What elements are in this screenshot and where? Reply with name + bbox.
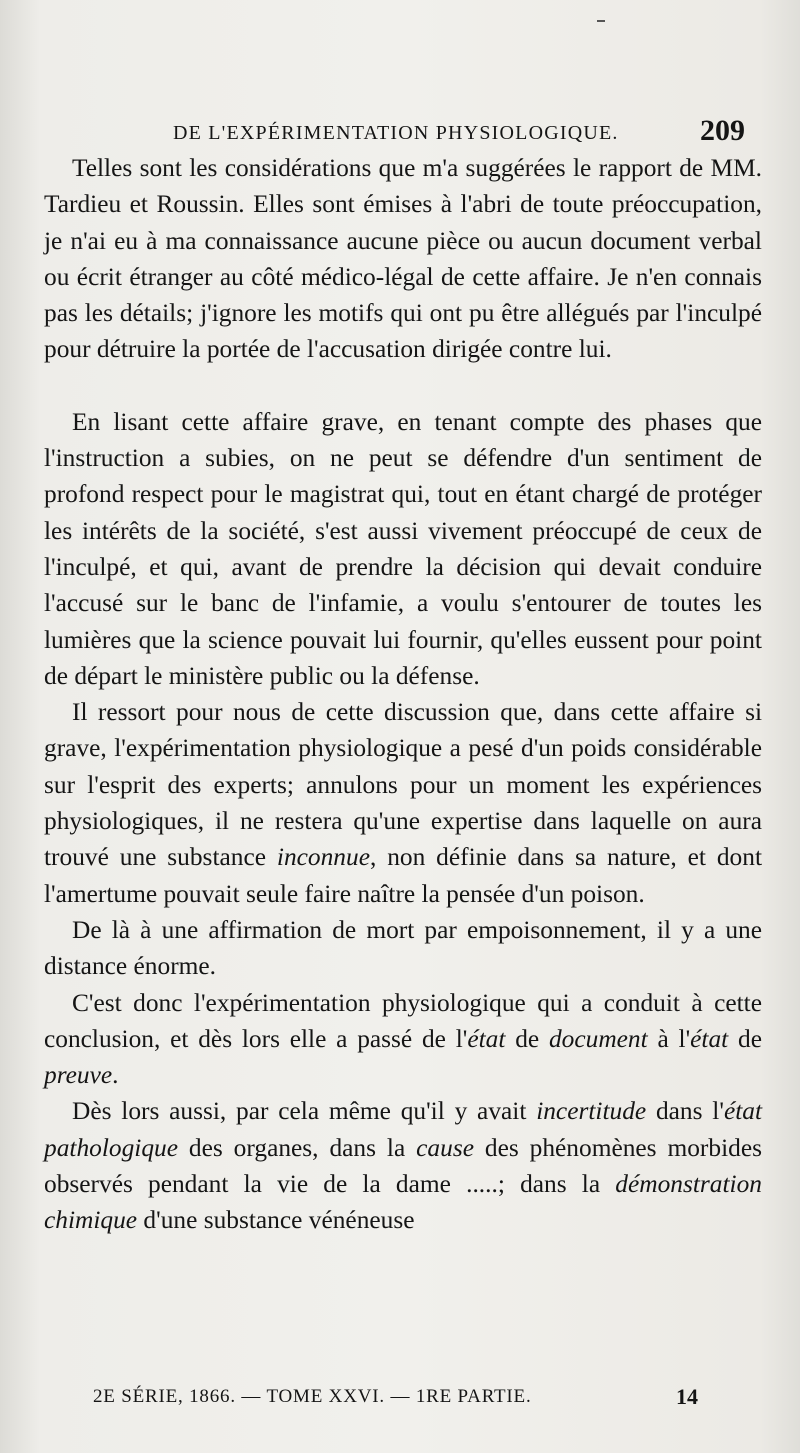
body-text bbox=[44, 150, 762, 1239]
italic-run: preuve bbox=[44, 1061, 113, 1090]
italic-run: incertitude bbox=[536, 1097, 647, 1126]
italic-run: état bbox=[467, 1024, 506, 1053]
paragraph-1 bbox=[44, 150, 762, 368]
text-run: Dès lors aussi, par cela même qu'il y avait bbox=[72, 1097, 537, 1126]
italic-run: état bbox=[690, 1024, 729, 1053]
text-run: , non définie dans sa nature, et dont l'amertume pouvait seule faire naître la pensée d'un poison. bbox=[44, 843, 763, 908]
paragraph-2 bbox=[44, 404, 762, 694]
italic-run: inconnue bbox=[276, 843, 370, 872]
paragraph-3 bbox=[44, 694, 762, 912]
text-run: à l' bbox=[647, 1024, 691, 1053]
text-run: C'est donc l'expérimentation physiologique qui a conduit à cette conclusion, et dès lors elle a passé de l' bbox=[44, 988, 762, 1053]
text-run: des phénomènes morbides observés pendant la vie de la dame .....; dans la bbox=[44, 1133, 762, 1199]
text-run: Telles sont les considérations que m'a suggérées le rapport de MM. Tardieu et Roussin. Elles sont émises à l'abri de toute préoccupation, je n'ai eu à ma connaissance aucune pièce ou aucun document verbal ou écrit étranger au côté médico-légal de cette affaire. Je n'en connais pas les détails; j'ignore les motifs qui ont pu être allégués par l'inculpé pour détruire la portée de l'accusation dirigée contre lui. bbox=[44, 154, 762, 364]
paragraph-5 bbox=[44, 985, 762, 1094]
page-footer bbox=[0, 1380, 800, 1410]
italic-run: cause bbox=[416, 1133, 474, 1162]
text-run: de bbox=[505, 1024, 549, 1053]
text-run: d'une substance vénéneuse bbox=[137, 1206, 415, 1235]
running-title: DE L'EXPÉRIMENTATION PHYSIOLOGIQUE. bbox=[173, 122, 619, 144]
text-run: Il ressort pour nous de cette discussion que, dans cette affaire si grave, l'expérimentation physiologique a pesé d'un poids considérable sur l'esprit des experts; annulons pour un moment les expériences physiologiques, il ne restera qu'une expertise dans laquelle on aura trouvé une substance bbox=[44, 698, 762, 872]
running-header bbox=[0, 112, 800, 152]
italic-run: démonstration chimique bbox=[44, 1170, 762, 1235]
sheet-number: 14 bbox=[676, 1384, 698, 1409]
text-run: En lisant cette affaire grave, en tenant compte des phases que l'instruction a subies, on ne peut se défendre d'un sentiment de profond respect pour le magistrat qui, tout en étant chargé de protéger les intérêts de la société, s'est aussi vivement préoccupé de ceux de l'inculpé, et qui, avant de prendre la décision qui devait conduire l'accusé sur le banc de l'infamie, a voulu s'entourer de toutes les lumières que la science pouvait lui fournir, qu'elles eussent pour point de départ le ministère public ou la défense. bbox=[44, 407, 762, 690]
paragraph-6 bbox=[44, 1093, 762, 1238]
text-run: . bbox=[112, 1061, 119, 1090]
text-run: de bbox=[728, 1024, 762, 1053]
italic-run: état pathologique bbox=[44, 1097, 763, 1162]
series-signature: 2E SÉRIE, 1866. — TOME XXVI. — 1RE PARTIE. bbox=[93, 1386, 532, 1407]
margin-mark bbox=[597, 20, 605, 22]
text-run: De là à une affirmation de mort par empoisonnement, il y a une distance énorme. bbox=[44, 915, 762, 981]
italic-run: document bbox=[548, 1024, 648, 1053]
page-number: 209 bbox=[700, 114, 745, 147]
text-run: dans l' bbox=[646, 1097, 724, 1126]
paragraph-4 bbox=[44, 912, 762, 985]
text-run: des organes, dans la bbox=[178, 1133, 417, 1162]
